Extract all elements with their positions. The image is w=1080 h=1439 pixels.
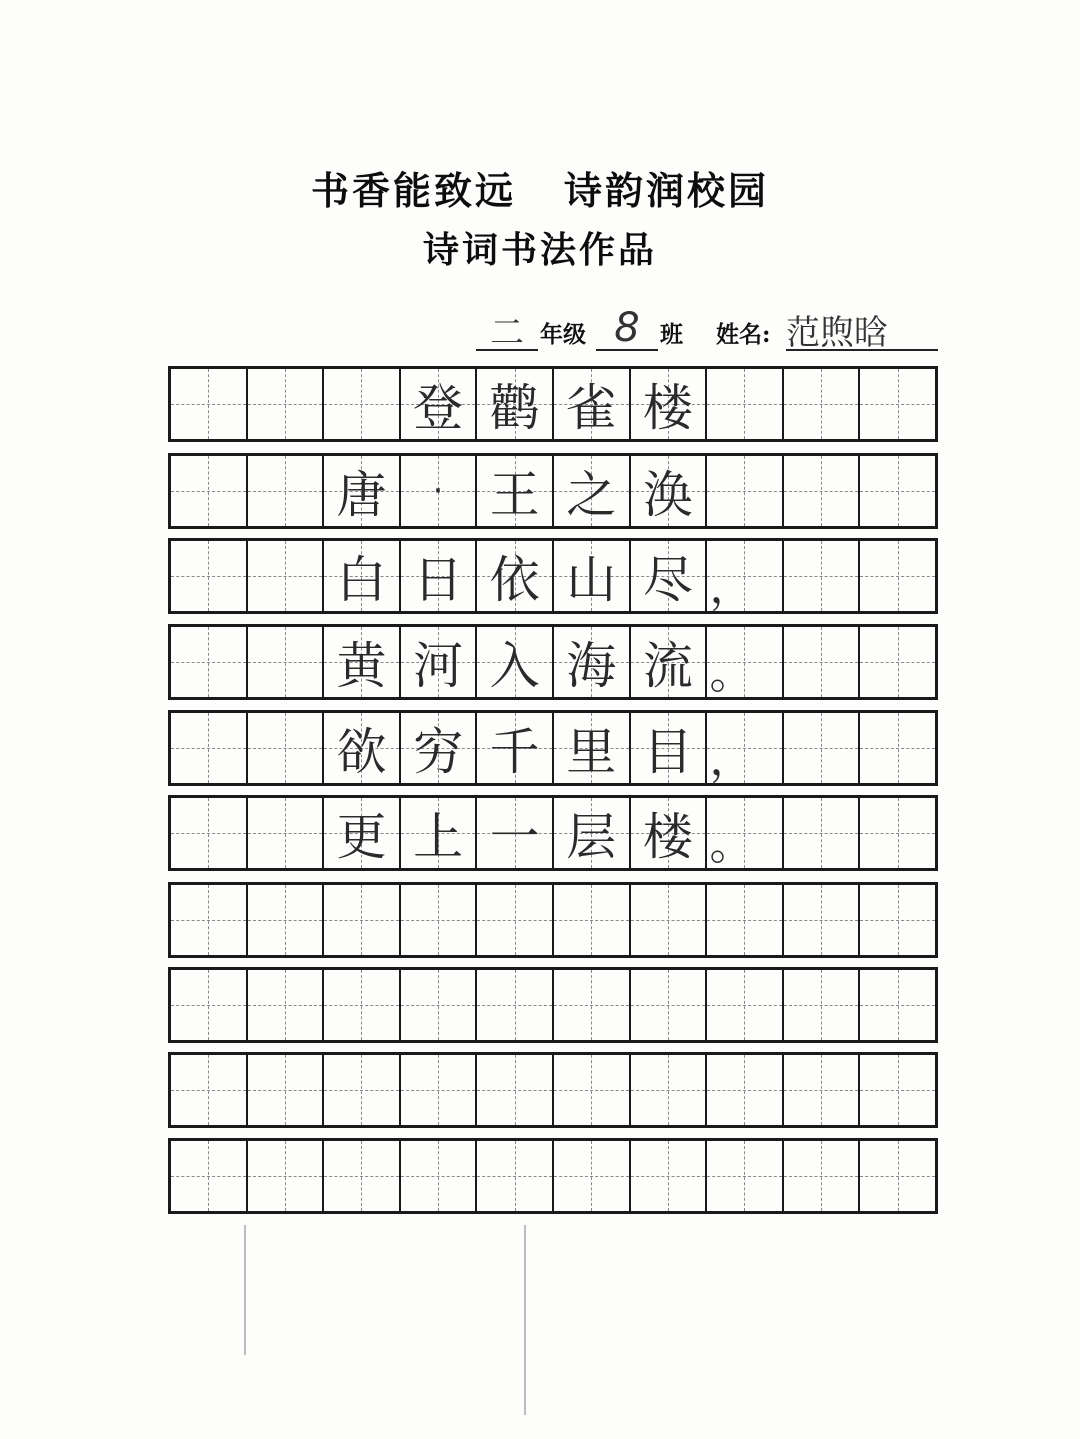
grid-cell xyxy=(707,798,784,868)
grid-char: 唐 xyxy=(336,466,387,524)
grid-cell xyxy=(477,541,554,611)
grid-cell xyxy=(631,798,708,868)
grid-cell xyxy=(554,713,631,783)
grid-char: 王 xyxy=(489,466,540,524)
grid-cell xyxy=(784,541,861,611)
grid-cell xyxy=(248,1141,325,1211)
grid-cell xyxy=(784,1055,861,1125)
grid-row xyxy=(168,624,938,700)
grid-char: 白 xyxy=(336,551,387,609)
grid-cell xyxy=(477,1141,554,1211)
grid-cell xyxy=(248,627,325,697)
grid-cell xyxy=(784,798,861,868)
grid-cell xyxy=(248,713,325,783)
grid-cell xyxy=(554,456,631,526)
grid-cell xyxy=(707,885,784,955)
grid-cell xyxy=(324,541,401,611)
grid-char: 千 xyxy=(489,723,540,781)
grid-char: 一 xyxy=(489,808,540,866)
grid-cell xyxy=(477,1055,554,1125)
grid-cell xyxy=(784,1141,861,1211)
grid-cell xyxy=(784,713,861,783)
grid-char: 流 xyxy=(642,637,693,695)
grid-cell xyxy=(860,627,935,697)
grid-cell xyxy=(324,1141,401,1211)
grid-cell xyxy=(401,627,478,697)
student-info xyxy=(470,305,940,355)
grid-cell xyxy=(248,1055,325,1125)
grid-cell xyxy=(554,369,631,439)
grid-cell xyxy=(554,1141,631,1211)
grid-cell xyxy=(477,885,554,955)
grid-cell xyxy=(324,713,401,783)
grid-cell xyxy=(554,627,631,697)
title-part-1: 书香能致远 xyxy=(310,168,516,213)
grid-cell xyxy=(860,713,935,783)
grid-cell xyxy=(860,1055,935,1125)
grid-cell xyxy=(248,369,325,439)
grid-cell xyxy=(784,627,861,697)
grid-char: 穷 xyxy=(413,723,464,781)
grid-row xyxy=(168,538,938,614)
grid-cell xyxy=(860,541,935,611)
grid-cell xyxy=(707,970,784,1040)
grid-cell xyxy=(171,541,248,611)
grid-cell xyxy=(248,970,325,1040)
grid-cell xyxy=(401,1055,478,1125)
grid-row xyxy=(168,795,938,871)
grid-cell xyxy=(860,456,935,526)
grid-cell xyxy=(324,970,401,1040)
grid-char: 目 xyxy=(642,723,693,781)
grid-char: 里 xyxy=(566,723,617,781)
grid-cell xyxy=(477,627,554,697)
grid-char: 海 xyxy=(566,637,617,695)
grid-cell xyxy=(401,541,478,611)
grid-cell xyxy=(477,713,554,783)
grid-cell xyxy=(707,369,784,439)
page-title xyxy=(0,160,1080,215)
grid-cell xyxy=(631,970,708,1040)
grid-cell xyxy=(171,1055,248,1125)
grid-char: 尽 xyxy=(642,551,693,609)
grid-cell xyxy=(784,369,861,439)
grid-cell xyxy=(401,369,478,439)
grid-char: 雀 xyxy=(566,379,617,437)
grid-cell xyxy=(631,1141,708,1211)
grid-char: 之 xyxy=(566,466,617,524)
grid-cell xyxy=(401,713,478,783)
grid-cell xyxy=(324,885,401,955)
grid-cell xyxy=(477,798,554,868)
grid-char: 山 xyxy=(566,551,617,609)
class-field[interactable]: 8 xyxy=(596,305,658,351)
grid-char: 登 xyxy=(413,379,464,437)
name-field[interactable]: 范煦晗 xyxy=(786,305,938,351)
grid-cell xyxy=(631,456,708,526)
grid-cell xyxy=(324,798,401,868)
grid-cell xyxy=(401,798,478,868)
grid-char: · xyxy=(432,471,444,511)
grid-cell xyxy=(477,369,554,439)
page-subtitle: 诗词书法作品 xyxy=(422,229,657,271)
grid-cell xyxy=(860,798,935,868)
grid-cell xyxy=(554,970,631,1040)
title-part-2: 诗韵润校园 xyxy=(564,168,770,213)
grid-row xyxy=(168,967,938,1043)
grid-cell xyxy=(707,541,784,611)
grid-row xyxy=(168,366,938,442)
grid-cell xyxy=(784,885,861,955)
grid-cell xyxy=(324,1055,401,1125)
grid-char: 入 xyxy=(489,637,540,695)
grid-char: 楼 xyxy=(642,808,693,866)
grid-char: 层 xyxy=(566,808,617,866)
grid-cell xyxy=(707,456,784,526)
grid-cell xyxy=(554,798,631,868)
grid-cell xyxy=(248,541,325,611)
grid-row xyxy=(168,710,938,786)
grid-cell xyxy=(860,885,935,955)
grid-cell xyxy=(554,541,631,611)
grid-char: 黄 xyxy=(336,637,387,695)
grid-char: 河 xyxy=(413,637,464,695)
grid-cell xyxy=(171,627,248,697)
margin-line-mark xyxy=(524,1225,526,1415)
grid-row xyxy=(168,1052,938,1128)
grid-cell xyxy=(477,456,554,526)
grid-char: 欲 xyxy=(336,723,387,781)
grid-cell xyxy=(171,1141,248,1211)
grid-cell xyxy=(860,1141,935,1211)
grid-cell xyxy=(324,627,401,697)
grid-cell xyxy=(401,1141,478,1211)
grid-cell xyxy=(631,541,708,611)
grid-row xyxy=(168,1138,938,1214)
grid-cell xyxy=(171,713,248,783)
grade-label: 年级 xyxy=(540,321,586,348)
grade-field[interactable]: 二 xyxy=(476,305,538,351)
grid-cell xyxy=(248,798,325,868)
grid-cell xyxy=(631,627,708,697)
grid-char: ， xyxy=(709,562,754,613)
grid-cell xyxy=(477,970,554,1040)
grid-cell xyxy=(707,1055,784,1125)
grid-cell xyxy=(631,369,708,439)
grid-cell xyxy=(631,885,708,955)
grid-cell xyxy=(324,456,401,526)
grid-char: 上 xyxy=(413,808,464,866)
grid-cell xyxy=(401,970,478,1040)
grid-cell xyxy=(324,369,401,439)
grid-char: ， xyxy=(709,734,754,785)
grid-char: 日 xyxy=(413,551,464,609)
grid-cell xyxy=(248,456,325,526)
grid-row xyxy=(168,882,938,958)
grid-cell xyxy=(171,885,248,955)
grid-char: 鹳 xyxy=(489,379,540,437)
grid-cell xyxy=(631,1055,708,1125)
grid-cell xyxy=(707,627,784,697)
name-label: 姓名: xyxy=(716,321,771,348)
grid-cell xyxy=(631,713,708,783)
grid-cell xyxy=(707,713,784,783)
grid-cell xyxy=(784,970,861,1040)
grid-cell xyxy=(707,1141,784,1211)
grid-cell xyxy=(554,885,631,955)
grid-cell xyxy=(171,970,248,1040)
grid-cell xyxy=(401,885,478,955)
margin-line-mark xyxy=(244,1225,246,1355)
grid-char: 楼 xyxy=(642,379,693,437)
grid-cell xyxy=(171,798,248,868)
grid-char: 。 xyxy=(709,819,754,870)
grid-cell xyxy=(171,369,248,439)
grid-row xyxy=(168,453,938,529)
grid-cell xyxy=(248,885,325,955)
grid-cell xyxy=(401,456,478,526)
grid-cell xyxy=(171,456,248,526)
grid-char: 依 xyxy=(489,551,540,609)
grid-char: 更 xyxy=(336,808,387,866)
grid-char: 涣 xyxy=(642,466,693,524)
grid-cell xyxy=(784,456,861,526)
grid-cell xyxy=(860,970,935,1040)
grid-cell xyxy=(860,369,935,439)
grid-cell xyxy=(554,1055,631,1125)
grid-char: 。 xyxy=(709,648,754,699)
class-label: 班 xyxy=(660,321,683,348)
